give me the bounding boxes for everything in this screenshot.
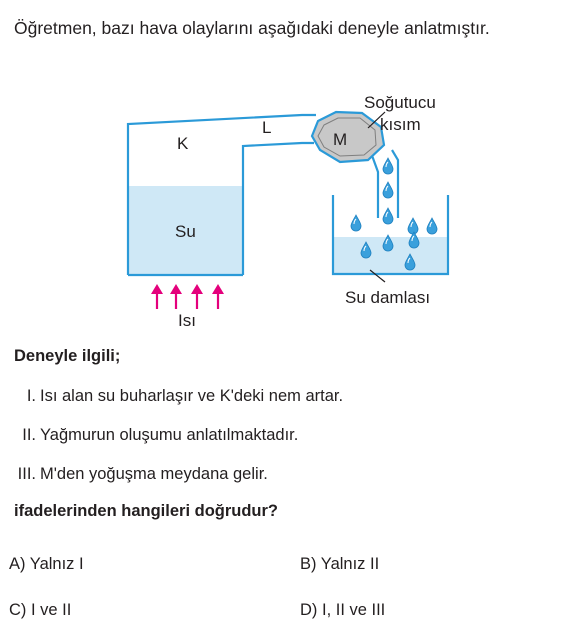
statement-number: I.	[26, 387, 36, 405]
option-d[interactable]: D) I, II ve III	[300, 601, 386, 619]
label-k: K	[177, 134, 189, 153]
water-drop-icon	[383, 208, 393, 224]
tube-lower-outline	[243, 143, 314, 275]
cooler-m	[312, 112, 384, 162]
statement-text: M'den yoğuşma meydana gelir.	[40, 465, 268, 483]
statement-text: Yağmurun oluşumu anlatılmaktadır.	[40, 426, 299, 444]
water-drop-icon	[383, 158, 393, 174]
option-b[interactable]: B) Yalnız II	[300, 555, 380, 573]
intro-text: Öğretmen, bazı hava olaylarını aşağıdaki deneyle anlatmıştır.	[14, 18, 490, 38]
statement-number: III.	[17, 465, 36, 483]
label-drop: Su damlası	[345, 288, 431, 307]
water-drop-icon	[408, 218, 418, 234]
water-drop-icon	[351, 215, 361, 231]
water-drop-icon	[409, 232, 419, 248]
option-c[interactable]: C) I ve II	[9, 601, 72, 619]
heat-arrows-icon	[151, 284, 224, 309]
label-m: M	[333, 130, 348, 149]
label-l: L	[262, 118, 272, 137]
statement-number: II.	[22, 426, 36, 444]
option-a[interactable]: A) Yalnız I	[9, 555, 84, 573]
label-cooler-line1: Soğutucu	[364, 93, 436, 112]
label-cooler-line2: kısım	[380, 115, 421, 134]
outlet-tube	[370, 150, 398, 218]
question-intro: Deneyle ilgili;	[14, 347, 121, 365]
label-heat: Isı	[178, 311, 196, 330]
label-su: Su	[175, 222, 196, 241]
water-drop-icon	[427, 218, 437, 234]
question-text: ifadelerinden hangileri doğrudur?	[14, 502, 279, 520]
water-drop-icon	[383, 182, 393, 198]
statement-text: Isı alan su buharlaşır ve K'deki nem artar.	[40, 387, 344, 405]
